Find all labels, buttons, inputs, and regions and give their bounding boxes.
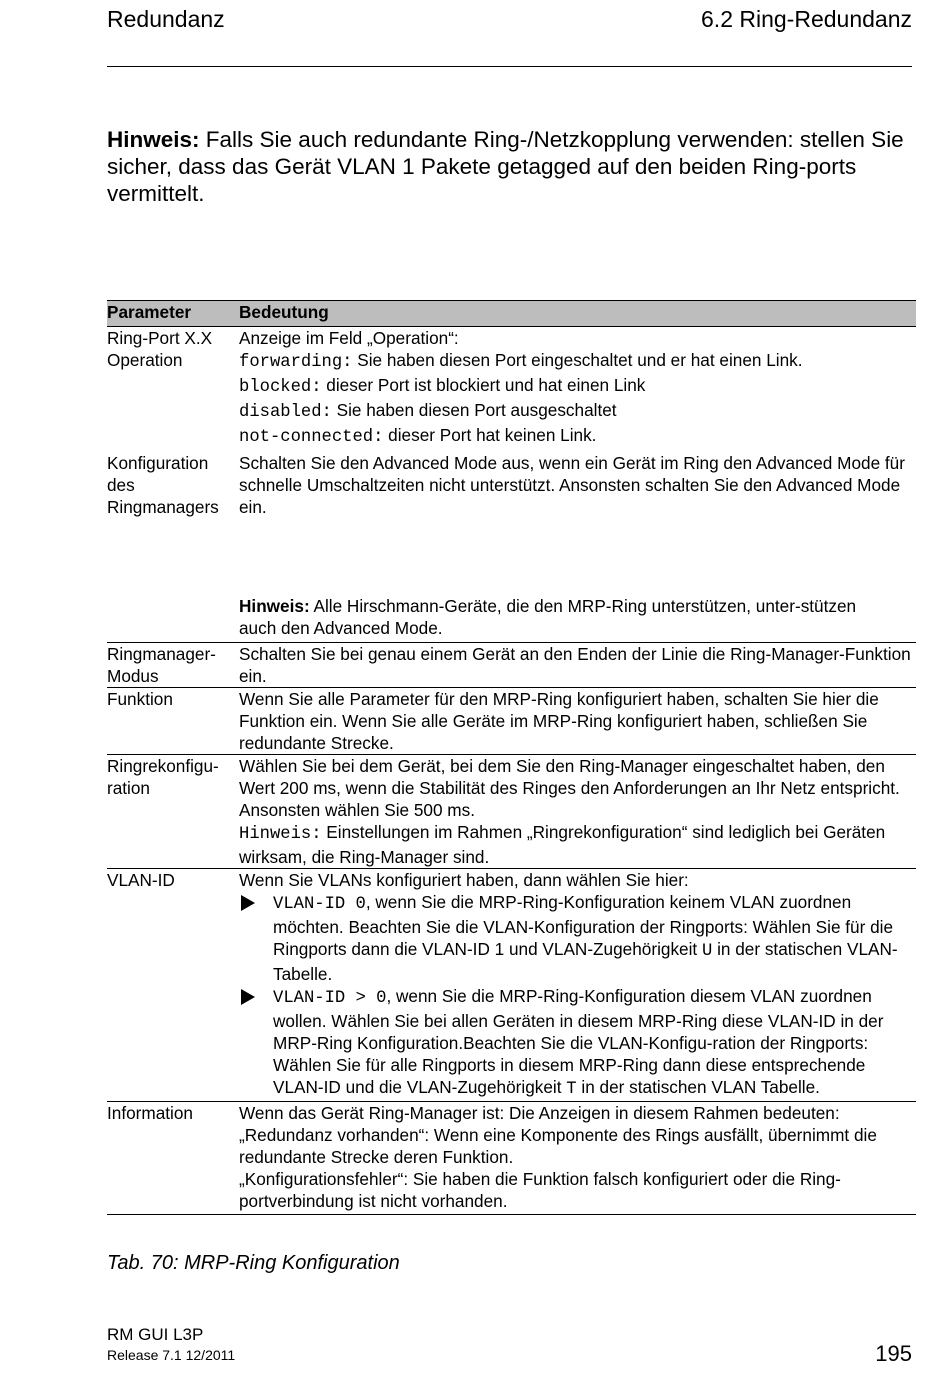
note-code: Hinweis: bbox=[239, 825, 322, 844]
state-text: dieser Port hat keinen Link. bbox=[383, 425, 597, 445]
table-row bbox=[107, 643, 916, 688]
state-text: Sie haben diesen Port eingeschaltet und er hat einen Link. bbox=[352, 350, 803, 370]
param-cell: VLAN-ID bbox=[107, 869, 239, 1102]
param-label: Konfiguration bbox=[107, 453, 209, 473]
param-cell bbox=[107, 449, 239, 643]
bullet-triangle-icon bbox=[241, 895, 255, 911]
hint-text: Falls Sie auch redundante Ring-/Netzkopplung verwenden: stellen Sie sicher, dass das Gerät VLAN 1 Pakete getagged auf den beiden Ring-ports vermittelt. bbox=[107, 127, 904, 206]
meaning-cell bbox=[239, 869, 916, 1102]
footer-manual: RM GUI L3P bbox=[107, 1325, 204, 1344]
information-text: Wenn das Gerät Ring-Manager ist: Die Anzeigen in diesem Rahmen bedeuten: „Redundanz vorhanden“: Wenn eine Komponente des Rings ausfällt, übernimmt die redundante Strecke deren Funktion. bbox=[239, 1103, 877, 1167]
param-label: Modus bbox=[107, 666, 159, 686]
meaning-cell: Schalten Sie bei genau einem Gerät an den Enden der Linie die Ring-Manager-Funktion ein. bbox=[239, 643, 916, 688]
vlan-options-list bbox=[239, 891, 916, 1101]
reconfig-text: Wählen Sie bei dem Gerät, bei dem Sie den Ring-Manager eingeschaltet haben, den Wert 200 ms, wenn die Stabilität des Ringes den Anforderungen an Ihr Netz entspricht. Ansonsten wählen Sie 500 ms. bbox=[239, 756, 900, 820]
param-cell bbox=[107, 643, 239, 688]
param-cell bbox=[107, 327, 239, 450]
param-label: Ringmanager- bbox=[107, 644, 216, 664]
option-text: , wenn Sie die MRP-Ring-Konfiguration keinem VLAN zuordnen möchten. Beachten Sie die VLAN-Konfiguration der Ringports: Wählen Sie für die Ringports dann die VLAN-ID 1 und VLAN-Zugehörigkeit bbox=[273, 892, 894, 959]
config-note bbox=[239, 595, 916, 642]
state-code: blocked: bbox=[239, 378, 322, 397]
note-text: Alle Hirschmann-Geräte, die den MRP-Ring unterstützen, unter-stützen auch den Advanced Mode. bbox=[239, 596, 857, 638]
table-row bbox=[107, 1102, 916, 1215]
option-text: in der statischen VLAN Tabelle. bbox=[576, 1077, 820, 1097]
state-text: dieser Port ist blockiert und hat einen Link bbox=[321, 375, 646, 395]
table-row bbox=[107, 327, 916, 450]
option-code: U bbox=[701, 942, 713, 961]
bullet-triangle-icon bbox=[241, 989, 255, 1005]
state-code: forwarding: bbox=[239, 353, 353, 372]
meaning-cell: Wenn Sie alle Parameter für den MRP-Ring konfiguriert haben, schalten Sie hier die Funktion ein. Wenn Sie alle Geräte im MRP-Ring konfiguriert haben, schließen Sie redundante Strecke. bbox=[239, 688, 916, 755]
header-divider bbox=[107, 66, 912, 67]
state-blocked bbox=[239, 374, 916, 399]
state-code: not-connected: bbox=[239, 428, 384, 447]
ringport-intro: Anzeige im Feld „Operation“: bbox=[239, 328, 459, 348]
note-label: Hinweis: bbox=[239, 596, 310, 616]
header-section: 6.2 Ring-Redundanz bbox=[701, 6, 912, 32]
param-label: Ringrekonfigu- bbox=[107, 756, 219, 776]
parameter-table bbox=[107, 300, 916, 1215]
option-code: VLAN-ID 0 bbox=[273, 895, 366, 914]
table-caption: Tab. 70: MRP-Ring Konfiguration bbox=[107, 1252, 400, 1274]
state-code: disabled: bbox=[239, 403, 332, 422]
meaning-cell bbox=[239, 449, 916, 643]
option-code: T bbox=[566, 1080, 577, 1099]
meaning-cell bbox=[239, 1102, 916, 1215]
table-row bbox=[107, 869, 916, 1102]
table-header-row bbox=[107, 301, 916, 327]
table-row bbox=[107, 688, 916, 755]
table-row bbox=[107, 449, 916, 643]
footer-release: Release 7.1 12/2011 bbox=[107, 1347, 236, 1363]
meaning-cell bbox=[239, 755, 916, 869]
state-disabled bbox=[239, 399, 916, 424]
hint-paragraph bbox=[107, 126, 912, 207]
page-number: 195 bbox=[875, 1341, 912, 1366]
param-cell bbox=[107, 755, 239, 869]
param-cell: Funktion bbox=[107, 688, 239, 755]
vlan-intro: Wenn Sie VLANs konfiguriert haben, dann wählen Sie hier: bbox=[239, 870, 689, 890]
option-code: VLAN-ID > 0 bbox=[273, 989, 387, 1008]
header-meaning: Bedeutung bbox=[239, 301, 916, 327]
state-not-connected bbox=[239, 424, 916, 449]
list-item bbox=[239, 985, 916, 1101]
header-chapter: Redundanz bbox=[107, 6, 225, 32]
param-label: Operation bbox=[107, 350, 183, 370]
state-forwarding bbox=[239, 349, 916, 374]
information-text: „Konfigurationsfehler“: Sie haben die Funktion falsch konfiguriert oder die Ring-portverbindung ist nicht vorhanden. bbox=[239, 1169, 841, 1211]
reconfig-note bbox=[239, 821, 916, 868]
table-row bbox=[107, 755, 916, 869]
config-text: Schalten Sie den Advanced Mode aus, wenn ein Gerät im Ring den Advanced Mode für schnelle Umschaltzeiten nicht unterstützt. Ansonsten schalten Sie den Advanced Mode ein. bbox=[239, 453, 905, 517]
hint-label: Hinweis: bbox=[107, 127, 200, 152]
option-text: in der statischen VLAN-Tabelle. bbox=[273, 939, 898, 984]
state-text: Sie haben diesen Port ausgeschaltet bbox=[331, 400, 617, 420]
param-label: Ringmanagers bbox=[107, 497, 219, 517]
list-item bbox=[239, 891, 916, 985]
note-text: Einstellungen im Rahmen „Ringrekonfiguration“ sind lediglich bei Geräten wirksam, die Ring-Manager sind. bbox=[239, 822, 886, 867]
param-label: des bbox=[107, 475, 135, 495]
option-text: , wenn Sie die MRP-Ring-Konfiguration diesem VLAN zuordnen wollen. Wählen Sie bei allen Geräten in diesem MRP-Ring diese VLAN-ID in der MRP-Ring Konfiguration.Beachten Sie die VLAN-Konfigu-ration der Ringports: Wählen Sie für alle Ringports in diesem MRP-Ring dann diese entsprechende VLAN-ID und die VLAN-Zugehörigkeit bbox=[273, 986, 884, 1097]
param-label: ration bbox=[107, 778, 150, 798]
meaning-cell bbox=[239, 327, 916, 450]
header-parameter: Parameter bbox=[107, 301, 239, 327]
param-cell: Information bbox=[107, 1102, 239, 1215]
param-label: Ring-Port X.X bbox=[107, 328, 213, 348]
